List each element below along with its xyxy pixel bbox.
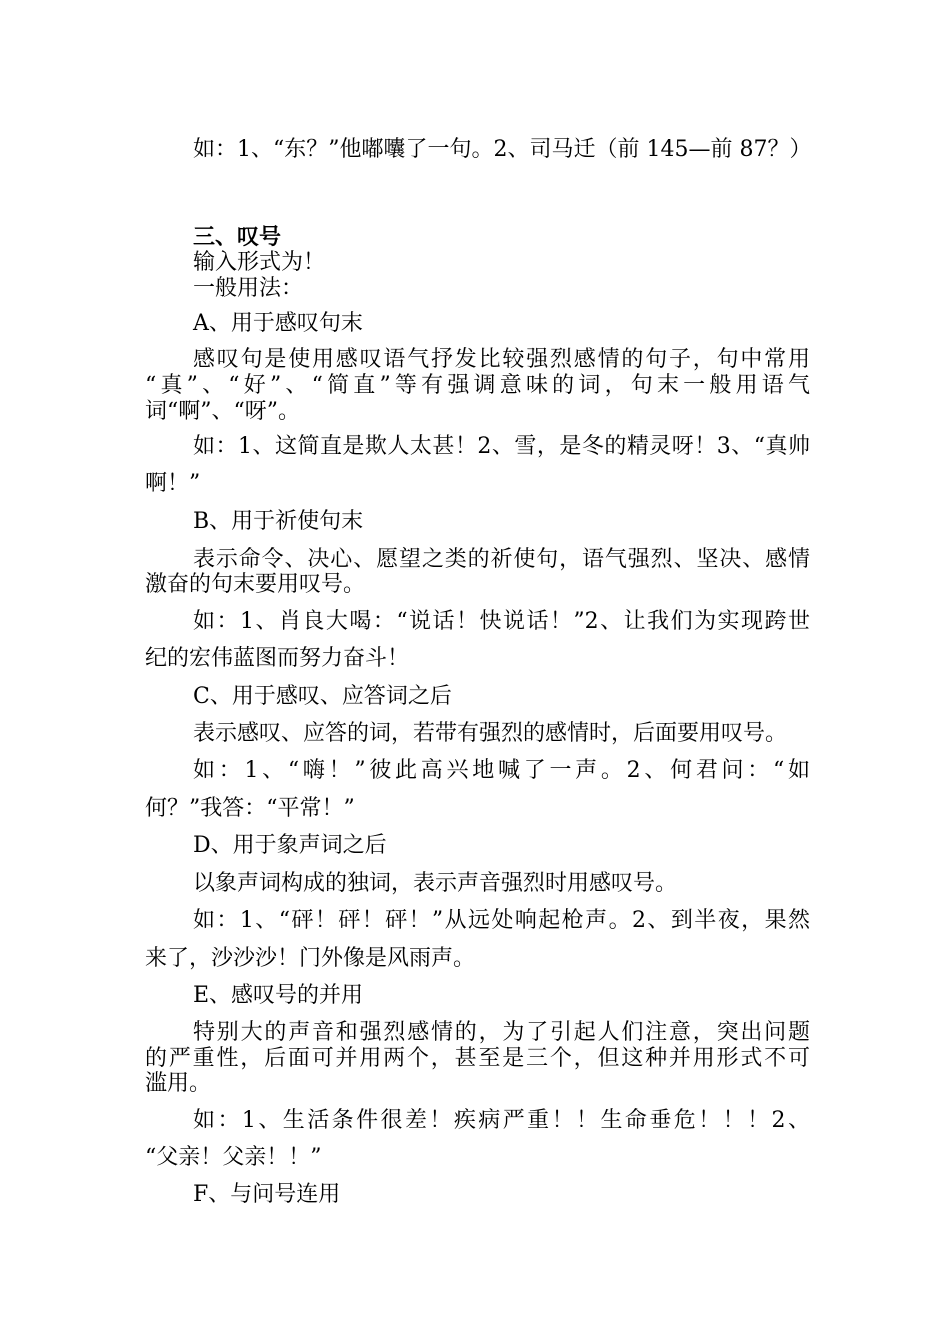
- item-c-example-line-2: 何？”我答：“平常！”: [145, 796, 355, 821]
- item-e-desc-line-2: 的严重性，后面可并用两个，甚至是三个，但这种并用形式不可: [145, 1046, 810, 1071]
- item-e-example-line-2: “父亲！父亲！！”: [145, 1145, 322, 1170]
- section-title: 三、叹号: [193, 224, 282, 250]
- general-usage-line: 一般用法：: [193, 276, 304, 301]
- item-b-example-line-1: 如：1、肖良大喝：“说话！快说话！”2、让我们为实现跨世: [193, 609, 810, 634]
- item-b-heading: B、用于祈使句末: [193, 509, 364, 534]
- item-f-heading: F、与问号连用: [193, 1182, 341, 1207]
- item-c-example-line-1: 如：1、“嗨！”彼此高兴地喊了一声。2、何君问：“如: [193, 758, 810, 783]
- item-a-desc-line-1: 感叹句是使用感叹语气抒发比较强烈感情的句子，句中常用: [193, 347, 810, 372]
- item-b-desc-line-1: 表示命令、决心、愿望之类的祈使句，语气强烈、坚决、感情: [193, 547, 810, 572]
- item-d-example-line-2: 来了，沙沙沙！门外像是风雨声。: [145, 946, 476, 971]
- item-d-heading: D、用于象声词之后: [193, 833, 387, 858]
- item-e-desc-line-3: 滥用。: [145, 1071, 212, 1096]
- item-a-example-line-2: 啊！”: [145, 471, 201, 496]
- item-e-example-line-1: 如：1、生活条件很差！疾病严重！！生命垂危！！！2、: [193, 1108, 810, 1133]
- item-e-desc-line-1: 特别大的声音和强烈感情的，为了引起人们注意，突出问题: [193, 1020, 810, 1045]
- item-a-desc-line-2: “真”、“好”、“简直”等有强调意味的词，句末一般用语气: [145, 373, 810, 398]
- item-a-desc-line-3: 词“啊”、“呀”。: [145, 399, 300, 424]
- item-b-example-line-2: 纪的宏伟蓝图而努力奋斗！: [145, 646, 410, 671]
- item-d-desc-line-1: 以象声词构成的独词，表示声音强烈时用感叹号。: [193, 871, 678, 896]
- item-a-heading: A、用于感叹句末: [193, 311, 363, 336]
- item-c-heading: C、用于感叹、应答词之后: [193, 684, 452, 709]
- input-form-line: 输入形式为！: [193, 250, 326, 275]
- item-c-desc-line-1: 表示感叹、应答的词，若带有强烈的感情时，后面要用叹号。: [193, 721, 788, 746]
- item-b-desc-line-2: 激奋的句末要用叹号。: [145, 572, 366, 597]
- item-d-example-line-1: 如：1、“砰！砰！砰！”从远处响起枪声。2、到半夜，果然: [193, 908, 810, 933]
- item-a-example-line-1: 如：1、这简直是欺人太甚！2、雪，是冬的精灵呀！3、“真帅: [193, 434, 810, 459]
- top-example-line: 如：1、“东？”他嘟囔了一句。2、司马迁（前 145—前 87？）: [193, 137, 812, 162]
- item-e-heading: E、感叹号的并用: [193, 983, 364, 1008]
